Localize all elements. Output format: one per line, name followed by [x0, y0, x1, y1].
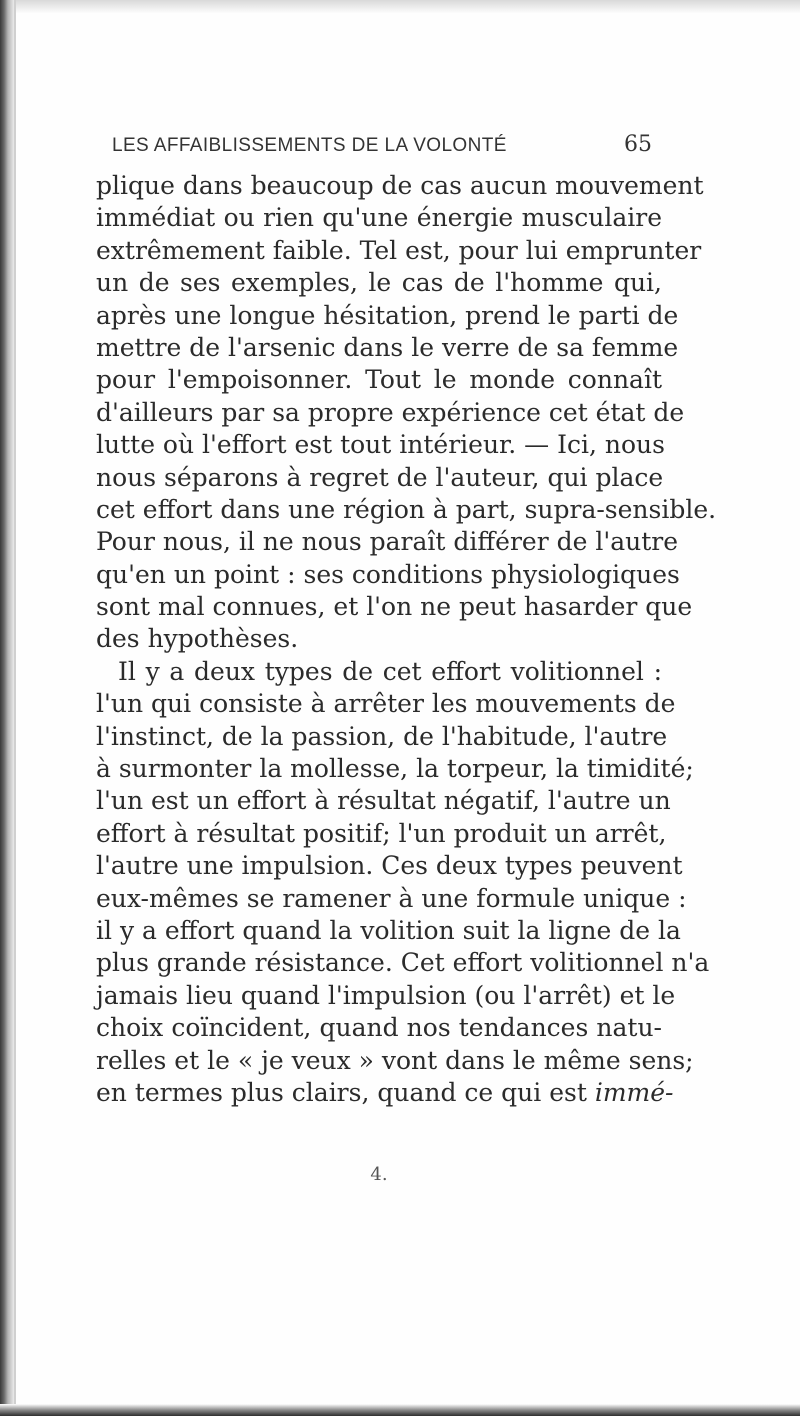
text-line: plique dans beaucoup de cas aucun mouvement [96, 171, 704, 200]
text-line: immédiat ou rien qu'une énergie musculaire [96, 203, 662, 233]
text-line: l'instinct, de la passion, de l'habitude, l'autre [96, 721, 668, 751]
text-line: mettre de l'arsenic dans le verre de sa femme [96, 332, 679, 362]
text-line: cet effort dans une région à part, supra-sensible. [96, 494, 717, 524]
page-top-shadow [0, 0, 800, 14]
page-number: 65 [624, 132, 652, 157]
text-line: choix coïncident, quand nos tendances natu- [96, 1013, 662, 1043]
text-line: effort à résultat positif; l'un produit un arrêt, [96, 818, 667, 848]
text-line: l'un est un effort à résultat négatif, l'autre un [96, 786, 671, 816]
running-title: LES AFFAIBLISSEMENTS DE LA VOLONTÉ [112, 135, 507, 156]
text-line: d'ailleurs par sa propre expérience cet état de [96, 397, 685, 427]
text-line: eux-mêmes se ramener à une formule unique : [96, 883, 687, 913]
text-line: extrêmement faible. Tel est, pour lui emprunter [96, 235, 702, 265]
text-line: plus grande résistance. Cet effort volitionnel n'a [96, 948, 710, 978]
text-line: un de ses exemples, le cas de l'homme qui, [96, 268, 662, 298]
text-line: relles et le « je veux » vont dans le même sens; [96, 1045, 694, 1075]
text-line: jamais lieu quand l'impulsion (ou l'arrêt) et le [96, 980, 676, 1010]
text-line: l'un qui consiste à arrêter les mouvements de [96, 689, 676, 719]
gutter-edge [14, 0, 16, 1416]
text-line: il y a effort quand la volition suit la ligne de la [96, 915, 681, 945]
text-line: sont mal connues, et l'on ne peut hasarder que [96, 592, 693, 622]
binding-gutter [0, 0, 14, 1416]
text-line: des hypothèses. [96, 624, 299, 654]
text-line: lutte où l'effort est tout intérieur. — Ici, nous [96, 430, 665, 460]
page-header [112, 132, 652, 166]
text-line: nous séparons à regret de l'auteur, qui place [96, 462, 664, 492]
text-line: pour l'empoisonner. Tout le monde connaît [96, 365, 662, 395]
signature-mark: 4. [370, 1164, 388, 1185]
hyphenated-word-italic: immé- [594, 1077, 674, 1107]
text-line: à surmonter la mollesse, la torpeur, la timidité; [96, 754, 694, 784]
text-line-final [96, 1077, 674, 1109]
text-line: après une longue hésitation, prend le parti de [96, 300, 679, 330]
text-line: Pour nous, il ne nous paraît différer de l'autre [96, 527, 679, 557]
text-line: l'autre une impulsion. Ces deux types peuvent [96, 851, 683, 881]
text-line: qu'en un point : ses conditions physiologiques [96, 559, 680, 589]
page-bottom-edge [0, 1404, 800, 1416]
text-line: Il y a deux types de cet effort volitionnel : [118, 656, 662, 686]
text-line-final-roman: en termes plus clairs, quand ce qui est [96, 1077, 587, 1107]
body-text [96, 170, 717, 1109]
